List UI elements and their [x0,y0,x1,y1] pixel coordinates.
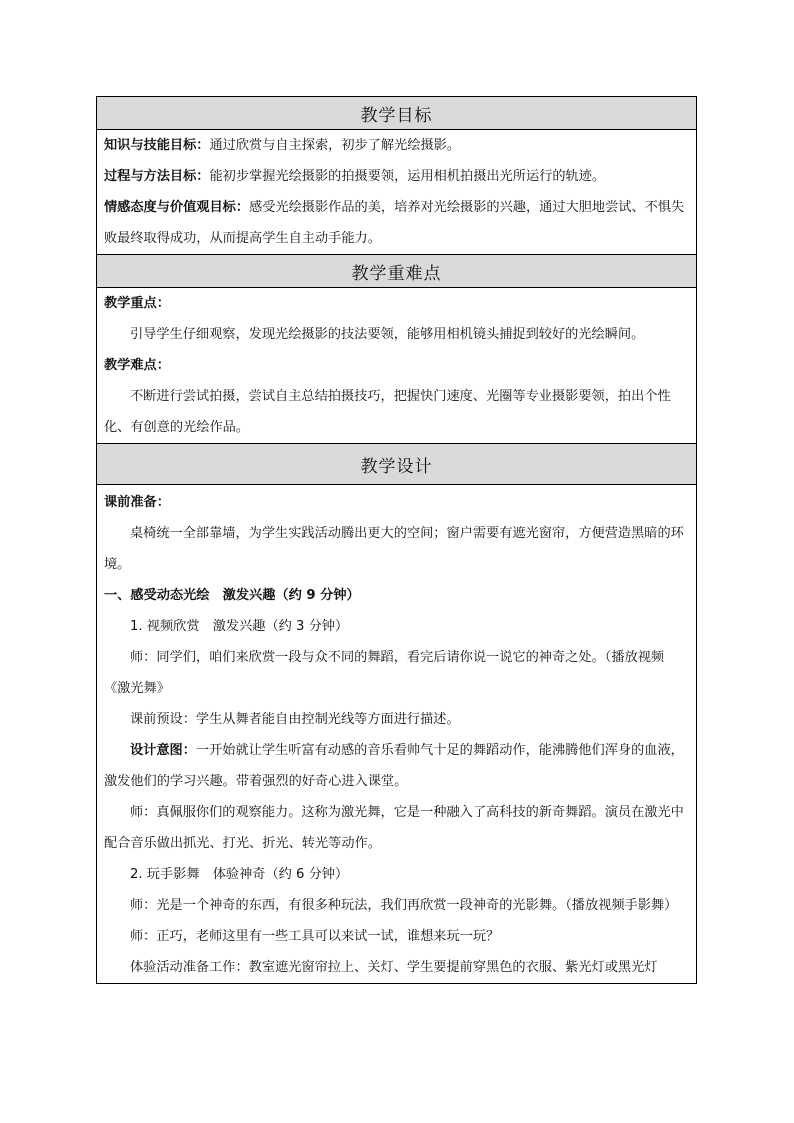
step2-teacher2: 师：正巧，老师这里有一些工具可以来试一试，谁想来玩一玩？ [130,929,500,944]
emotion-goal [104,192,690,254]
process-label: 过程与方法目标： [104,169,210,184]
step1-preset: 课前预设：学生从舞者能自由控制光线等方面进行描述。 [130,712,460,727]
step1-teacher2: 师：真佩服你们的观察能力。这称为激光舞，它是一种融入了高科技的新奇舞蹈。演员在激光中配合音乐做出抓光、打光、折光、转光等动作。 [104,805,684,851]
focus-text: 引导学生仔细观察，发现光绘摄影的技法要领，能够用相机镜头捕捉到较好的光绘瞬间。 [130,327,645,342]
design-body [97,485,696,983]
knowledge-text: 通过欣赏与自主探索，初步了解光绘摄影。 [209,138,461,153]
prep-text: 桌椅统一全部靠墙，为学生实践活动腾出更大的空间；窗户需要有遮光窗帘，方便营造黑暗的环境。 [104,526,684,572]
keypoints-header [97,254,696,288]
step1-teacher: 师：同学们，咱们来欣赏一段与众不同的舞蹈，看完后请你说一说它的神奇之处。（播放视频《激光舞》 [104,650,665,696]
process-text: 能初步掌握光绘摄影的拍摄要领，运用相机拍摄出光所运行的轨迹。 [209,169,606,184]
knowledge-goal [104,130,690,161]
part1-heading: 一、感受动态光绘 激发兴趣（约 9 分钟） [104,588,360,603]
step1-design-text: 一开始就让学生听富有动感的音乐看帅气十足的舞蹈动作，能沸腾他们浑身的血液，激发他们的学习兴趣。带着强烈的好奇心进入课堂。 [104,743,684,789]
step1-design-label: 设计意图： [130,743,196,758]
difficulty-text: 不断进行尝试拍摄，尝试自主总结拍摄技巧，把握快门速度、光圈等专业摄影要领，拍出个性化、有创意的光绘作品。 [104,389,671,435]
keypoints-title: 教学重难点 [351,263,442,284]
goals-header [97,97,696,130]
step1-heading: 1. 视频欣赏 激发兴趣（约 3 分钟） [130,619,349,634]
step2-prep: 体验活动准备工作：教室遮光窗帘拉上、关灯、学生要提前穿黑色的衣服、紫光灯或黑光灯 [130,960,658,975]
process-goal [104,161,690,192]
difficulty-label: 教学难点： [104,358,170,373]
emotion-label: 情感态度与价值观目标： [104,200,250,215]
goals-title: 教学目标 [360,105,433,126]
prep-label: 课前准备： [104,495,170,510]
design-header [97,443,696,485]
step2-teacher: 师：光是一个神奇的东西，有很多种玩法，我们再欣赏一段神奇的光影舞。（播放视频手影舞） [130,898,678,913]
emotion-text: 感受光绘摄影作品的美，培养对光绘摄影的兴趣，通过大胆地尝试、不惧失败最终取得成功，从而提高学生自主动手能力。 [104,200,685,246]
step1-design [104,735,690,797]
lesson-plan-table [96,96,697,984]
step2-heading: 2. 玩手影舞 体验神奇（约 6 分钟） [130,867,349,882]
knowledge-label: 知识与技能目标： [104,138,210,153]
focus-label: 教学重点： [104,296,170,311]
goals-body [97,130,696,254]
keypoints-body [97,288,696,443]
design-title: 教学设计 [360,456,433,477]
